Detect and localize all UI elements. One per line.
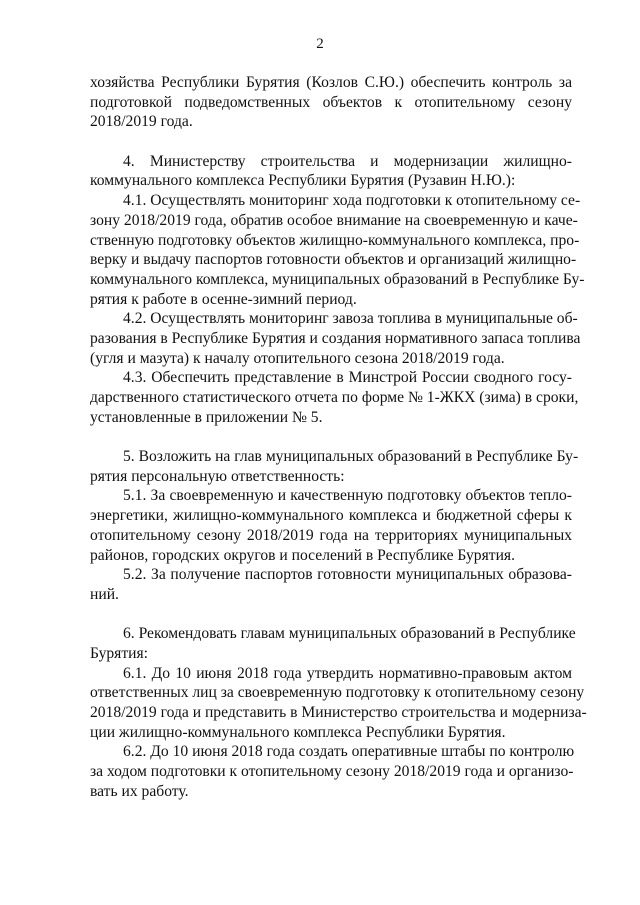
text-line: Бурятия: (90, 644, 148, 662)
text-line: коммунального комплекса Республики Бурятия (Рузавин Н.Ю.): (90, 172, 516, 190)
text-line: 5.2. За получение паспортов готовности муниципальных образова- (123, 566, 572, 584)
text-line: ответственных лиц за своевременную подготовку к отопительному сезону (90, 684, 585, 702)
text-line: энергетики, жилищно-коммунального комплекса и бюджетной сферы к (90, 507, 572, 525)
text-line: 2018/2019 года и представить в Министерство строительства и модерниза- (90, 704, 587, 721)
paragraph-spacer (90, 132, 572, 152)
text-line: 4.3. Обеспечить представление в Минстрой России сводного госу- (123, 369, 572, 387)
text-line: ции жилищно-коммунального комплекса Республики Бурятия. (90, 723, 506, 741)
text-line: дарственного статистического отчета по форме № 1-ЖКХ (зима) в сроки, (90, 389, 579, 406)
text-line: ственную подготовку объектов жилищно-коммунального комплекса, про- (90, 231, 580, 249)
text-line: 4.1. Осуществлять мониторинг хода подготовки к отопительному се- (123, 192, 581, 210)
text-line: зону 2018/2019 года, обратив особое внимание на своевременную и каче- (90, 211, 578, 229)
text-line: отопительному сезону 2018/2019 года на территориях муниципальных (90, 526, 572, 544)
paragraph-spacer (90, 605, 572, 625)
text-line: 4.2. Осуществлять мониторинг завоза топлива в муниципальные об- (123, 310, 578, 328)
text-line: 6.2. До 10 июня 2018 года создать оперативные штабы по контролю (123, 743, 575, 761)
paragraph-spacer (90, 427, 572, 447)
text-line: вать их работу. (90, 782, 189, 800)
text-line: 5.1. За своевременную и качественную подготовку объектов тепло- (123, 487, 572, 505)
text-line: установленные в приложении № 5. (90, 408, 323, 426)
text-line: рятия персональную ответственность: (90, 467, 345, 485)
text-line: ний. (90, 585, 119, 603)
text-line: подготовкой подведомственных объектов к отопительному сезону (90, 93, 572, 111)
page-number: 2 (316, 36, 324, 52)
text-line: 6. Рекомендовать главам муниципальных образований в Республике (123, 625, 576, 643)
text-line: хозяйства Республики Бурятия (Козлов С.Ю.) обеспечить контроль за (90, 74, 572, 91)
text-line: 5. Возложить на глав муниципальных образований в Республике Бу- (123, 448, 579, 466)
text-line: верку и выдачу паспортов готовности объектов и организаций жилищно- (90, 251, 577, 269)
text-line: за ходом подготовки к отопительному сезону 2018/2019 года и организо- (90, 763, 574, 781)
text-line: 2018/2019 года. (90, 113, 193, 131)
text-line: 6.1. До 10 июня 2018 года утвердить нормативно-правовым актом (123, 664, 572, 682)
document-body (90, 73, 587, 801)
text-line: коммунального комплекса, муниципальных образований в Республике Бу- (90, 270, 585, 288)
text-line: районов, городских округов и поселений в Республике Бурятия. (90, 546, 515, 564)
text-line: 4. Министерству строительства и модернизации жилищно- (123, 152, 572, 170)
text-line: рятия к работе в осенне-зимний период. (90, 290, 357, 308)
text-line: разования в Республике Бурятия и создания нормативного запаса топлива (90, 329, 581, 347)
text-line: (угля и мазута) к началу отопительного сезона 2018/2019 года. (90, 349, 505, 367)
